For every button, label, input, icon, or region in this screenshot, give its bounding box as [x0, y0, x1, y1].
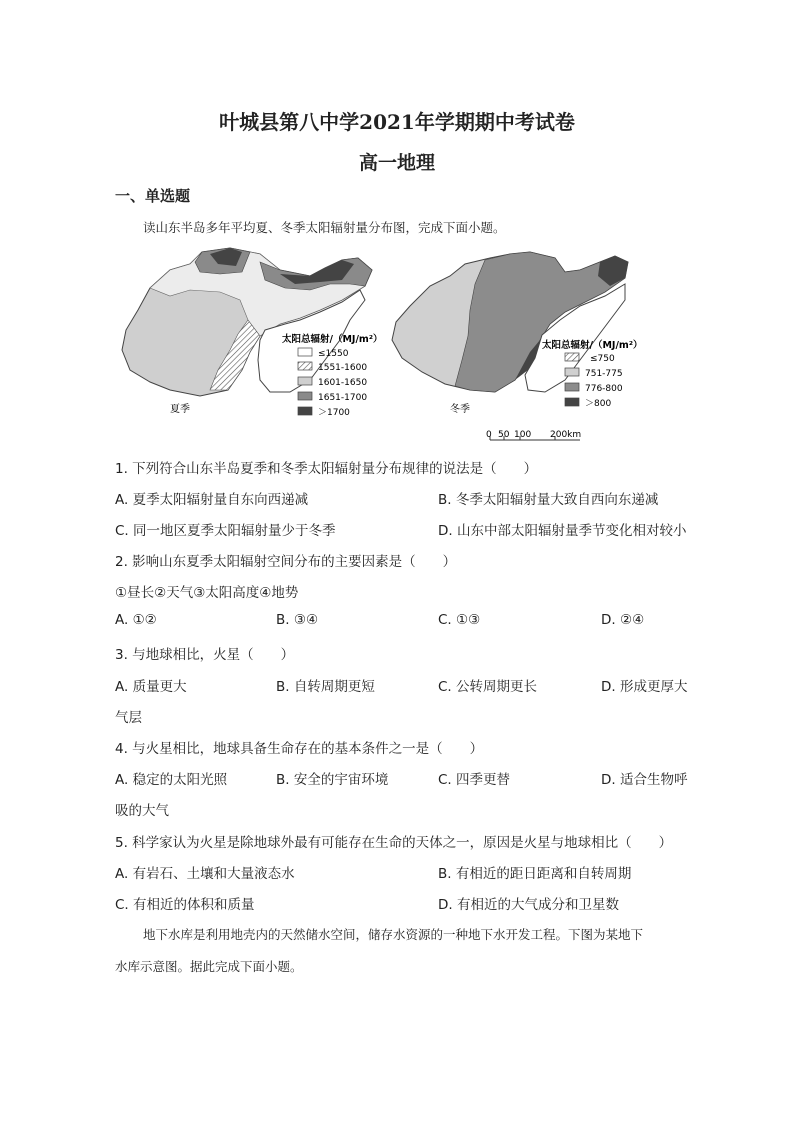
exam-subtitle: 高一地理 [358, 152, 435, 174]
swatch-winter-1 [565, 353, 579, 361]
q3-option-a[interactable]: A. 质量更大 [115, 679, 187, 695]
q4-option-d[interactable]: D. 适合生物呼 [601, 772, 688, 788]
q1-option-a[interactable]: A. 夏季太阳辐射量自东向西递减 [115, 492, 309, 508]
q2-option-d[interactable]: D. ②④ [601, 612, 645, 628]
q2-option-a[interactable]: A. ①② [115, 612, 157, 628]
winter-legend-item: 776-800 [585, 384, 623, 394]
summer-legend-item: ＞1700 [318, 408, 350, 418]
summer-legend-item: 1551-1600 [318, 363, 368, 373]
q5-option-a[interactable]: A. 有岩石、土壤和大量液态水 [115, 866, 295, 882]
q5-option-b[interactable]: B. 有相近的距日距离和自转周期 [438, 866, 632, 882]
exam-title: 叶城县第八中学2021年学期期中考试卷 [219, 110, 575, 134]
intro-text-1: 读山东半岛多年平均夏、冬季太阳辐射量分布图，完成下面小题。 [143, 220, 506, 235]
q5-option-d[interactable]: D. 有相近的大气成分和卫星数 [438, 897, 619, 913]
q2-option-c[interactable]: C. ①③ [438, 612, 481, 628]
summer-label: 夏季 [170, 404, 190, 415]
swatch-summer-3 [298, 377, 312, 385]
question-4-stem: 4. 与火星相比，地球具备生命存在的基本条件之一是（ ） [115, 741, 484, 757]
summer-legend-item: ≤1550 [318, 349, 349, 359]
scale-tick: 0 [486, 430, 492, 440]
q3-option-d[interactable]: D. 形成更厚大 [601, 679, 688, 695]
summer-legend-item: 1601-1650 [318, 378, 368, 388]
question-2-choices: ①昼长②天气③太阳高度④地势 [115, 585, 299, 601]
question-1-stem: 1. 下列符合山东半岛夏季和冬季太阳辐射量分布规律的说法是（ ） [115, 461, 538, 477]
q4-option-a[interactable]: A. 稳定的太阳光照 [115, 772, 228, 788]
swatch-summer-4 [298, 392, 312, 400]
swatch-winter-3 [565, 383, 579, 391]
scale-tick: 200km [550, 430, 582, 440]
q3-option-c[interactable]: C. 公转周期更长 [438, 679, 538, 695]
summer-legend-item: 1651-1700 [318, 393, 368, 403]
swatch-summer-5 [298, 407, 312, 415]
summer-legend-title: 太阳总辐射/（MJ/m²） [282, 334, 383, 345]
swatch-summer-2 [298, 362, 312, 370]
swatch-summer-1 [298, 348, 312, 356]
solar-radiation-figure [110, 240, 690, 445]
q4-option-d-wrap: 吸的大气 [115, 803, 169, 819]
question-2-stem: 2. 影响山东夏季太阳辐射空间分布的主要因素是（ ） [115, 554, 457, 570]
q3-option-d-wrap: 气层 [115, 710, 142, 726]
scale-tick: 50 [498, 430, 510, 440]
swatch-winter-2 [565, 368, 579, 376]
q4-option-c[interactable]: C. 四季更替 [438, 772, 511, 788]
scale-tick: 100 [514, 430, 532, 440]
question-5-stem: 5. 科学家认为火星是除地球外最有可能存在生命的天体之一，原因是火星与地球相比（ ） [115, 835, 673, 851]
summer-map [122, 248, 372, 415]
question-3-stem: 3. 与地球相比，火星（ ） [115, 647, 295, 663]
intro-text-2-line-2: 水库示意图。据此完成下面小题。 [115, 959, 303, 974]
q1-option-c[interactable]: C. 同一地区夏季太阳辐射量少于冬季 [115, 523, 336, 539]
swatch-winter-4 [565, 398, 579, 406]
winter-legend-title: 太阳总辐射/（MJ/m²） [542, 340, 643, 351]
q1-option-d[interactable]: D. 山东中部太阳辐射量季节变化相对较小 [438, 523, 687, 539]
intro-text-2-line-1: 地下水库是利用地壳内的天然储水空间，储存水资源的一种地下水开发工程。下图为某地下 [143, 927, 644, 942]
q5-option-c[interactable]: C. 有相近的体积和质量 [115, 897, 255, 913]
scale-bar [486, 430, 581, 440]
q1-option-b[interactable]: B. 冬季太阳辐射量大致自西向东递减 [438, 492, 659, 508]
winter-label: 冬季 [450, 404, 470, 415]
winter-legend-item: ＞800 [585, 399, 612, 409]
winter-legend-item: ≤750 [590, 354, 615, 364]
section-heading: 一、单选题 [115, 187, 191, 205]
winter-legend-item: 751-775 [585, 369, 623, 379]
q3-option-b[interactable]: B. 自转周期更短 [276, 679, 375, 695]
q2-option-b[interactable]: B. ③④ [276, 612, 319, 628]
q4-option-b[interactable]: B. 安全的宇宙环境 [276, 772, 389, 788]
